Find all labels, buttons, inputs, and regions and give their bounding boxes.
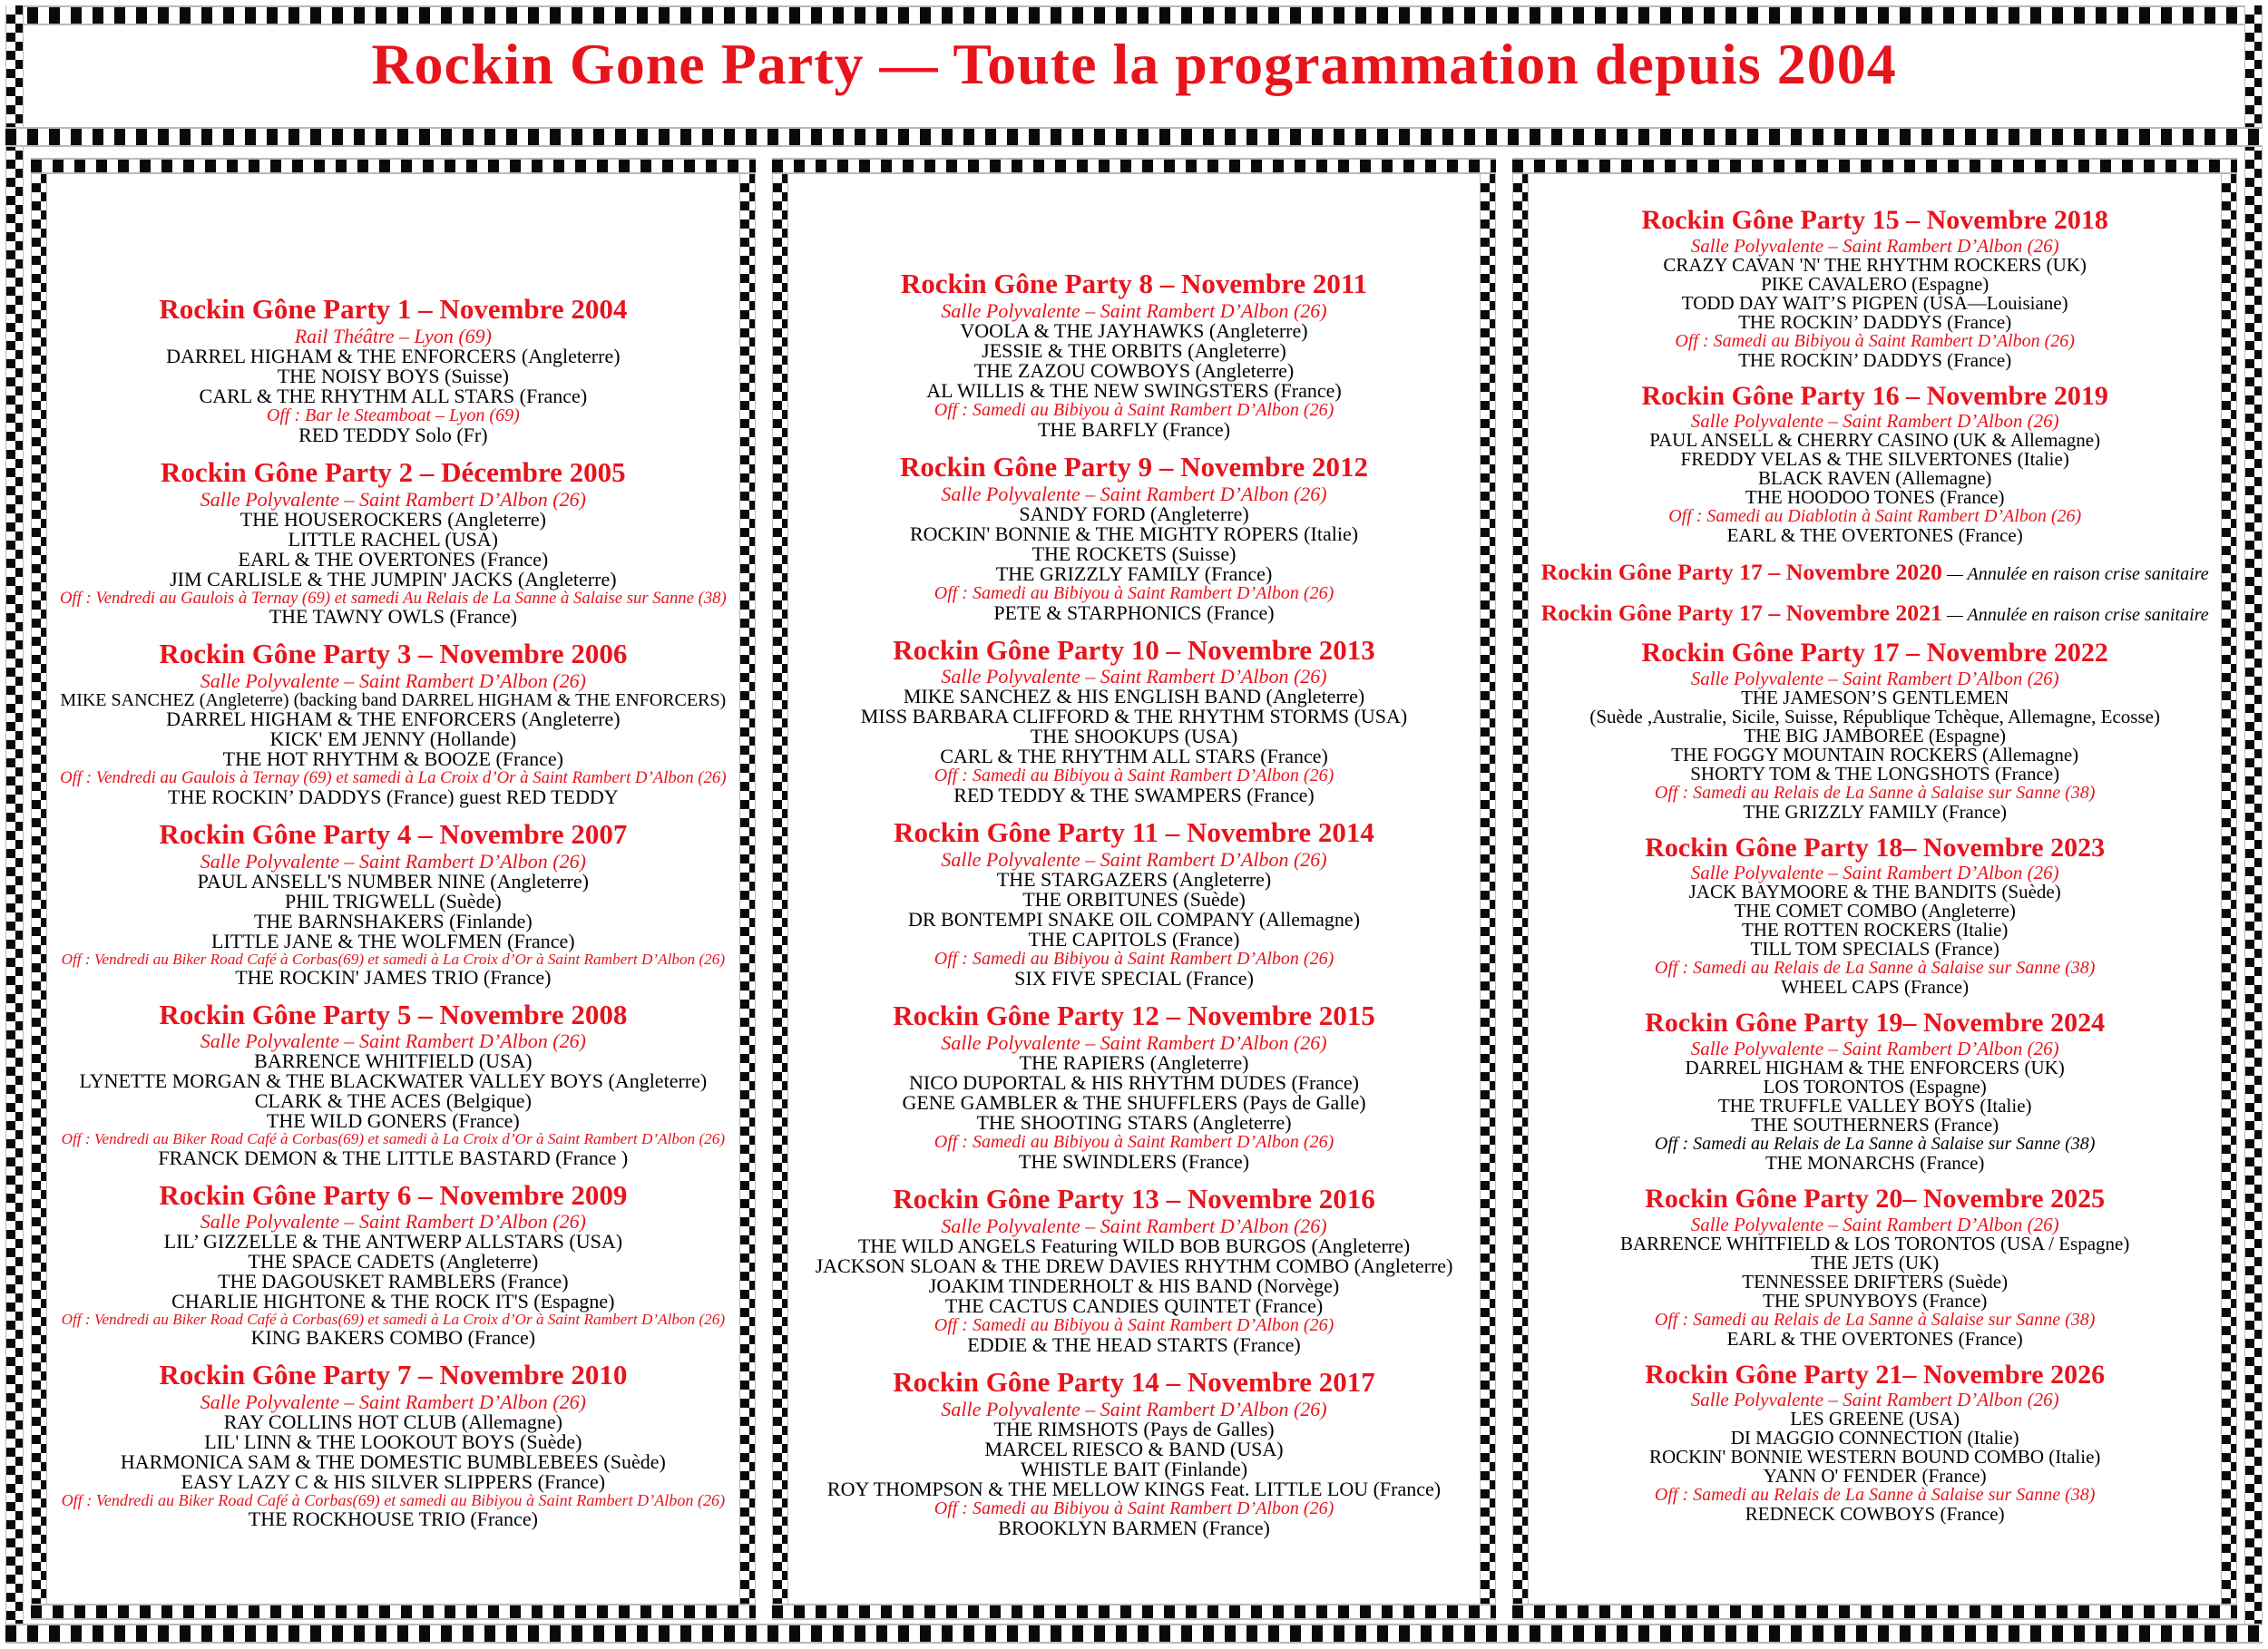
- band-line: THE ROCKIN’ DADDYS (France): [1738, 348, 2012, 371]
- band-line: EARL & THE OVERTONES (France): [1726, 524, 2023, 547]
- band-line: BROOKLYN BARMEN (France): [998, 1516, 1270, 1539]
- band-line: DARREL HIGHAM & THE ENFORCERS (Angleterre): [166, 707, 621, 731]
- band-line: RED TEDDY Solo (Fr): [298, 423, 488, 446]
- event-venue: Salle Polyvalente – Saint Rambert D’Albon (26): [1690, 234, 2059, 257]
- column-1: [31, 158, 756, 1620]
- band-line: MIKE SANCHEZ (Angleterre) (backing band DARREL HIGHAM & THE ENFORCERS): [60, 690, 727, 711]
- event-block: [54, 1000, 732, 1168]
- event-title: Rockin Gône Party 6 – Novembre 2009: [159, 1178, 628, 1211]
- band-line: THE BARFLY (France): [1037, 417, 1231, 441]
- band-line: THE RAPIERS (Angleterre): [1019, 1051, 1249, 1075]
- event-block: [54, 457, 732, 627]
- band-line: THE RIMSHOTS (Pays de Galles): [993, 1417, 1275, 1440]
- band-line: JESSIE & THE ORBITS (Angleterre): [982, 338, 1286, 362]
- off-line: Off : Vendredi au Gaulois à Ternay (69) et samedi à La Croix d’Or à Saint Rambert D’Albon (26): [60, 768, 727, 788]
- band-line: CARL & THE RHYTHM ALL STARS (France): [199, 384, 588, 407]
- event-lineup: [796, 1053, 1473, 1172]
- band-line: TILL TOM SPECIALS (France): [1750, 938, 1999, 961]
- event-venue: Salle Polyvalente – Saint Rambert D’Albon (26): [941, 848, 1327, 872]
- band-line: THE NOISY BOYS (Suisse): [277, 364, 509, 387]
- band-line: EDDIE & THE HEAD STARTS (France): [967, 1332, 1301, 1356]
- event-title: Rockin Gône Party 19– Novembre 2024: [1645, 1008, 2106, 1039]
- band-line: THE ROCKIN’ DADDYS (France): [1738, 310, 2012, 333]
- event-lineup: [54, 691, 732, 807]
- event-block: [796, 1000, 1473, 1172]
- band-line: THE WILD ANGELS Featuring WILD BOB BURGOS (Angleterre): [857, 1234, 1411, 1257]
- event-block: [796, 635, 1473, 806]
- off-line: Off : Samedi au Relais de La Sanne à Salaise sur Sanne (38): [1654, 1133, 2096, 1154]
- band-line: RED TEDDY & THE SWAMPERS (France): [953, 784, 1315, 807]
- band-line: FRANCK DEMON & THE LITTLE BASTARD (France ): [158, 1146, 629, 1169]
- event-venue: Salle Polyvalente – Saint Rambert D’Albon (26): [1690, 1389, 2059, 1411]
- event-title: Rockin Gône Party 18– Novembre 2023: [1645, 832, 2106, 863]
- band-line: LIL’ GIZZELLE & THE ANTWERP ALLSTARS (USA): [163, 1230, 623, 1254]
- event-title: Rockin Gône Party 17 – Novembre 2022: [1641, 638, 2108, 668]
- column-border-top: [772, 158, 1497, 174]
- event-venue: Salle Polyvalente – Saint Rambert D’Albon (26): [941, 298, 1327, 322]
- column-border-bottom: [31, 1604, 756, 1620]
- band-line: EARL & THE OVERTONES (France): [238, 547, 549, 571]
- off-line: Off : Samedi au Relais de La Sanne à Salaise sur Sanne (38): [1654, 1309, 2096, 1330]
- band-line: THE FOGGY MOUNTAIN ROCKERS (Allemagne): [1671, 743, 2079, 766]
- event-lineup: [796, 504, 1473, 623]
- off-line: Off : Samedi au Bibiyou à Saint Rambert D’Albon (26): [1675, 330, 2075, 351]
- band-line: LYNETTE MORGAN & THE BLACKWATER VALLEY BOYS (Angleterre): [79, 1069, 708, 1093]
- checker-border-top: [5, 5, 2263, 25]
- band-line: THE ORBITUNES (Suède): [1022, 888, 1246, 912]
- page-title: Rockin Gone Party — Toute la programmation depuis 2004: [371, 32, 1897, 96]
- columns-wrapper: [31, 158, 2237, 1620]
- event-lineup: [1536, 1410, 2214, 1524]
- event-block: [796, 1367, 1473, 1538]
- band-line: PETE & STARPHONICS (France): [993, 600, 1275, 624]
- off-line: Off : Vendredi au Biker Road Café à Corbas(69) et samedi à La Croix d’Or à Saint Rambert D’Albon (26): [61, 1311, 726, 1329]
- event-venue: Salle Polyvalente – Saint Rambert D’Albon (26): [1690, 1213, 2059, 1235]
- event-lineup: [1536, 253, 2214, 371]
- band-line: THE TAWNY OWLS (France): [269, 605, 517, 629]
- band-line: THE JAMESON’S GENTLEMEN: [1741, 686, 2009, 708]
- event-title: Rockin Gône Party 17 – Novembre 2020 — Annulée en raison crise sanitaire: [1540, 559, 2209, 586]
- event-block: [54, 819, 732, 988]
- off-line: Off : Samedi au Relais de La Sanne à Salaise sur Sanne (38): [1654, 958, 2096, 979]
- event-venue: Salle Polyvalente – Saint Rambert D’Albon (26): [200, 849, 586, 873]
- band-line: THE SHOOTING STARS (Angleterre): [976, 1111, 1292, 1135]
- band-line: CLARK & THE ACES (Belgique): [254, 1089, 532, 1113]
- band-line: NICO DUPORTAL & HIS RHYTHM DUDES (France): [909, 1071, 1359, 1095]
- band-line: YANN O' FENDER (France): [1763, 1465, 1987, 1488]
- band-line: THE CACTUS CANDIES QUINTET (France): [944, 1293, 1324, 1317]
- event-title: Rockin Gône Party 12 – Novembre 2015: [893, 1000, 1375, 1032]
- band-line: JOAKIM TINDERHOLT & HIS BAND (Norvège): [928, 1273, 1340, 1297]
- event-venue: Salle Polyvalente – Saint Rambert D’Albon (26): [200, 1210, 586, 1234]
- column-border-left: [772, 174, 788, 1604]
- band-line: THE WILD GONERS (France): [266, 1109, 520, 1133]
- band-line: THE ROCKIN’ DADDYS (France) guest RED TEDDY: [168, 785, 619, 808]
- checker-border-left: [5, 5, 24, 1644]
- event-title: Rockin Gône Party 13 – Novembre 2016: [893, 1183, 1375, 1215]
- event-title: Rockin Gône Party 4 – Novembre 2007: [159, 817, 628, 850]
- event-venue: Salle Polyvalente – Saint Rambert D’Albon (26): [200, 1390, 586, 1414]
- off-line: Off : Samedi au Bibiyou à Saint Rambert D’Albon (26): [934, 766, 1334, 786]
- event-venue: Salle Polyvalente – Saint Rambert D’Albon (26): [1690, 862, 2059, 884]
- band-line: THE DAGOUSKET RAMBLERS (France): [218, 1270, 569, 1293]
- band-line: DR BONTEMPI SNAKE OIL COMPANY (Allemagne): [907, 908, 1361, 932]
- band-line: LITTLE RACHEL (USA): [288, 527, 499, 551]
- band-line: HARMONICA SAM & THE DOMESTIC BUMBLEBEES (Suède): [120, 1450, 666, 1474]
- off-line: Off : Samedi au Bibiyou à Saint Rambert D’Albon (26): [934, 1498, 1334, 1518]
- column-3-events: [1529, 174, 2221, 1604]
- band-line: TODD DAY WAIT’S PIGPEN (USA—Louisiane): [1681, 291, 2068, 314]
- event-lineup: [54, 346, 732, 445]
- event-block: [1536, 1008, 2214, 1173]
- band-line: THE SPACE CADETS (Angleterre): [248, 1250, 539, 1273]
- band-line: THE ROTTEN ROCKERS (Italie): [1741, 919, 2009, 942]
- column-border-right: [2221, 174, 2237, 1604]
- event-block: [796, 268, 1473, 440]
- event-block: [54, 294, 732, 445]
- column-border-top: [1512, 158, 2237, 174]
- band-line: CRAZY CAVAN 'N' THE RHYTHM ROCKERS (UK): [1663, 253, 2087, 276]
- event-title: Rockin Gône Party 7 – Novembre 2010: [159, 1359, 628, 1391]
- band-line: THE COMET COMBO (Angleterre): [1734, 900, 2016, 922]
- event-venue: Salle Polyvalente – Saint Rambert D’Albon (26): [1690, 667, 2059, 689]
- checker-border-right: [2244, 5, 2263, 1644]
- event-venue: Salle Polyvalente – Saint Rambert D’Albon (26): [200, 668, 586, 692]
- band-line: THE HOODOO TONES (France): [1745, 486, 2005, 509]
- event-lineup: [796, 687, 1473, 805]
- off-line: Off : Samedi au Relais de La Sanne à Salaise sur Sanne (38): [1654, 782, 2096, 803]
- band-line: DI MAGGIO CONNECTION (Italie): [1730, 1427, 2019, 1449]
- band-line: EASY LAZY C & HIS SILVER SLIPPERS (France): [181, 1470, 606, 1494]
- event-lineup: [1536, 431, 2214, 545]
- event-lineup: [796, 318, 1473, 441]
- column-border-bottom: [1512, 1604, 2237, 1620]
- band-line: SIX FIVE SPECIAL (France): [1014, 967, 1254, 990]
- column-2-events: [788, 174, 1481, 1604]
- column-2: [772, 158, 1497, 1620]
- band-line: MIKE SANCHEZ & HIS ENGLISH BAND (Angleterre): [903, 685, 1365, 708]
- event-lineup: [54, 1051, 732, 1167]
- event-title: Rockin Gône Party 11 – Novembre 2014: [894, 816, 1374, 849]
- band-line: THE BIG JAMBOREE (Espagne): [1744, 724, 2007, 746]
- off-line: Off : Samedi au Diablotin à Saint Rambert D’Albon (26): [1668, 506, 2082, 527]
- off-line: Off : Samedi au Relais de La Sanne à Salaise sur Sanne (38): [1654, 1485, 2096, 1506]
- event-venue: Salle Polyvalente – Saint Rambert D’Albon (26): [200, 1029, 586, 1053]
- band-line: JACK BAYMOORE & THE BANDITS (Suède): [1688, 881, 2061, 903]
- band-line: PAUL ANSELL & CHERRY CASINO (UK & Allemagne): [1649, 429, 2101, 452]
- event-venue: Salle Polyvalente – Saint Rambert D’Albon (26): [941, 1214, 1327, 1237]
- event-block: [1536, 1360, 2214, 1525]
- band-line: THE SPUNYBOYS (France): [1763, 1289, 1988, 1312]
- event-block: [1536, 638, 2214, 822]
- event-lineup: [54, 1412, 732, 1529]
- band-line: ROCKIN' BONNIE WESTERN BOUND COMBO (Italie): [1648, 1446, 2101, 1468]
- event-title: Rockin Gône Party 16 – Novembre 2019: [1641, 380, 2108, 411]
- band-line: BLACK RAVEN (Allemagne): [1757, 467, 1992, 490]
- band-line: PIKE CAVALERO (Espagne): [1761, 272, 1989, 295]
- event-title: Rockin Gône Party 2 – Décembre 2005: [161, 455, 626, 488]
- column-border-top: [31, 158, 756, 174]
- event-venue: Salle Polyvalente – Saint Rambert D’Albon (26): [941, 1030, 1327, 1054]
- event-lineup: [54, 869, 732, 989]
- event-title: Rockin Gône Party 3 – Novembre 2006: [159, 638, 628, 670]
- off-line: Off : Bar le Steamboat – Lyon (69): [266, 405, 520, 425]
- band-line: MARCEL RIESCO & BAND (USA): [984, 1437, 1284, 1460]
- event-title: Rockin Gône Party 15 – Novembre 2018: [1641, 205, 2108, 235]
- event-block: [54, 1360, 732, 1529]
- event-block: [1536, 560, 2214, 586]
- column-border-right: [1480, 174, 1496, 1604]
- band-line: THE STARGAZERS (Angleterre): [996, 868, 1272, 892]
- band-line: LES GREENE (USA): [1790, 1408, 1960, 1430]
- band-line: BARRENCE WHITFIELD (USA): [254, 1049, 533, 1073]
- band-line: DARREL HIGHAM & THE ENFORCERS (UK): [1685, 1056, 2065, 1078]
- band-line: THE MONARCHS (France): [1765, 1151, 1985, 1174]
- event-block: [1536, 833, 2214, 998]
- band-line: THE HOT RHYTHM & BOOZE (France): [222, 747, 564, 771]
- band-line: THE GRIZZLY FAMILY (France): [1743, 800, 2008, 823]
- band-line: VOOLA & THE JAYHAWKS (Angleterre): [960, 318, 1308, 342]
- off-line: Off : Vendredi au Gaulois à Ternay (69) et samedi Au Relais de La Sanne à Salaise sur Sanne (38): [59, 588, 727, 608]
- band-line: EARL & THE OVERTONES (France): [1726, 1327, 2023, 1350]
- band-line: DARREL HIGHAM & THE ENFORCERS (Angleterre): [166, 344, 621, 367]
- checker-border-bottom: [5, 1624, 2263, 1644]
- off-line: Off : Vendredi au Biker Road Café à Corbas(69) et samedi à La Croix d’Or à Saint Rambert D’Albon (26): [61, 1130, 726, 1148]
- band-line: THE ROCKETS (Suisse): [1031, 542, 1237, 565]
- off-line: Off : Samedi au Bibiyou à Saint Rambert D’Albon (26): [934, 399, 1334, 420]
- column-border-bottom: [772, 1604, 1497, 1620]
- band-line: THE GRIZZLY FAMILY (France): [995, 561, 1273, 585]
- band-line: WHISTLE BAIT (Finlande): [1020, 1457, 1248, 1480]
- event-venue: Salle Polyvalente – Saint Rambert D’Albon (26): [1690, 1037, 2059, 1059]
- band-line: CARL & THE RHYTHM ALL STARS (France): [940, 745, 1328, 768]
- band-line: THE JETS (UK): [1811, 1251, 1940, 1273]
- event-lineup: [796, 1236, 1473, 1355]
- band-line: REDNECK COWBOYS (France): [1745, 1503, 2005, 1526]
- band-line: JIM CARLISLE & THE JUMPIN' JACKS (Angleterre): [170, 567, 617, 590]
- off-line: Off : Vendredi au Biker Road Café à Corbas(69) et samedi au Bibiyou à Saint Rambert D’Albon (26): [61, 1491, 726, 1510]
- band-line: MISS BARBARA CLIFFORD & THE RHYTHM STORMS (USA): [860, 705, 1408, 728]
- band-line: FREDDY VELAS & THE SILVERTONES (Italie): [1680, 448, 2069, 471]
- band-line: JACKSON SLOAN & THE DREW DAVIES RHYTHM COMBO (Angleterre): [815, 1254, 1453, 1277]
- column-border-left: [1512, 174, 1529, 1604]
- off-line: Off : Vendredi au Biker Road Café à Corbas(69) et samedi à La Croix d’Or à Saint Rambert D’Albon (26): [61, 950, 726, 968]
- band-line: ROCKIN' BONNIE & THE MIGHTY ROPERS (Italie): [909, 522, 1359, 545]
- event-title: Rockin Gône Party 10 – Novembre 2013: [893, 633, 1375, 666]
- column-border-left: [31, 174, 47, 1604]
- column-1-events: [47, 174, 739, 1604]
- band-line: WHEEL CAPS (France): [1781, 976, 1970, 999]
- column-3: [1512, 158, 2237, 1620]
- event-lineup: [1536, 1056, 2214, 1174]
- cancelled-note: — Annulée en raison crise sanitaire: [1941, 564, 2209, 585]
- band-line: THE ROCKHOUSE TRIO (France): [248, 1508, 538, 1531]
- band-line: GENE GAMBLER & THE SHUFFLERS (Pays de Galle): [902, 1091, 1366, 1115]
- band-line: KING BAKERS COMBO (France): [250, 1326, 536, 1350]
- band-line: THE HOUSEROCKERS (Angleterre): [240, 507, 546, 531]
- event-lineup: [1536, 688, 2214, 822]
- event-title: Rockin Gône Party 8 – Novembre 2011: [900, 268, 1368, 299]
- event-lineup: [1536, 1234, 2214, 1349]
- event-lineup: [1536, 883, 2214, 997]
- event-venue: Salle Polyvalente – Saint Rambert D’Albon (26): [1690, 410, 2059, 433]
- off-line: Off : Samedi au Bibiyou à Saint Rambert D’Albon (26): [934, 1314, 1334, 1335]
- band-line: LIL' LINN & THE LOOKOUT BOYS (Suède): [204, 1430, 582, 1454]
- off-line: Off : Samedi au Bibiyou à Saint Rambert D’Albon (26): [934, 949, 1334, 970]
- band-line: BARRENCE WHITFIELD & LOS TORONTOS (USA / Espagne): [1619, 1232, 2130, 1254]
- event-title: Rockin Gône Party 20– Novembre 2025: [1645, 1183, 2106, 1214]
- event-venue: Salle Polyvalente – Saint Rambert D’Albon (26): [941, 665, 1327, 688]
- event-venue: Rail Théâtre – Lyon (69): [294, 324, 492, 347]
- band-line: THE SWINDLERS (France): [1018, 1150, 1250, 1174]
- event-venue: Salle Polyvalente – Saint Rambert D’Albon (26): [200, 487, 586, 511]
- band-line: TENNESSEE DRIFTERS (Suède): [1742, 1270, 2009, 1293]
- band-line: ROY THOMPSON & THE MELLOW KINGS Feat. LITTLE LOU (France): [826, 1477, 1442, 1500]
- title-divider-strip: [5, 127, 2263, 147]
- event-block: [1536, 381, 2214, 546]
- event-block: [54, 1180, 732, 1349]
- event-lineup: [796, 1417, 1473, 1539]
- event-title: Rockin Gône Party 21– Novembre 2026: [1645, 1359, 2106, 1390]
- event-title: Rockin Gône Party 9 – Novembre 2012: [899, 450, 1369, 483]
- band-line: LITTLE JANE & THE WOLFMEN (France): [211, 929, 575, 952]
- event-venue: Salle Polyvalente – Saint Rambert D’Albon (26): [941, 1397, 1327, 1420]
- band-line: THE ROCKIN' JAMES TRIO (France): [235, 965, 552, 989]
- event-block: [1536, 600, 2214, 627]
- event-lineup: [54, 1232, 732, 1348]
- off-line: Off : Samedi au Bibiyou à Saint Rambert D’Albon (26): [934, 1132, 1334, 1153]
- band-line: THE SHOOKUPS (USA): [1030, 725, 1238, 748]
- band-line: PHIL TRIGWELL (Suède): [284, 889, 502, 912]
- cancelled-note: — Annulée en raison crise sanitaire: [1941, 605, 2209, 626]
- column-border-right: [739, 174, 756, 1604]
- band-line: THE BARNSHAKERS (Finlande): [253, 909, 533, 932]
- band-line: SANDY FORD (Angleterre): [1019, 502, 1249, 525]
- event-title: Rockin Gône Party 5 – Novembre 2008: [159, 998, 628, 1030]
- band-line: THE CAPITOLS (France): [1028, 928, 1240, 951]
- band-line: PAUL ANSELL'S NUMBER NINE (Angleterre): [197, 869, 589, 893]
- event-block: [796, 452, 1473, 623]
- event-block: [54, 639, 732, 807]
- event-title: Rockin Gône Party 14 – Novembre 2017: [893, 1365, 1375, 1398]
- event-block: [796, 1184, 1473, 1355]
- band-line: AL WILLIS & THE NEW SWINGSTERS (France): [926, 378, 1342, 402]
- off-line: Off : Samedi au Bibiyou à Saint Rambert D’Albon (26): [934, 582, 1334, 603]
- event-lineup: [54, 507, 732, 629]
- band-line: (Suède ,Australie, Sicile, Suisse, République Tchèque, Allemagne, Ecosse): [1589, 705, 2160, 727]
- event-block: [1536, 1184, 2214, 1349]
- band-line: CHARLIE HIGHTONE & THE ROCK IT'S (Espagne): [171, 1290, 615, 1313]
- band-line: THE ZAZOU COWBOYS (Angleterre): [973, 358, 1295, 382]
- band-line: SHORTY TOM & THE LONGSHOTS (France): [1690, 762, 2060, 785]
- band-line: KICK' EM JENNY (Hollande): [269, 727, 517, 751]
- event-block: [1536, 205, 2214, 370]
- event-venue: Salle Polyvalente – Saint Rambert D’Albon (26): [941, 482, 1327, 505]
- event-lineup: [796, 870, 1473, 989]
- event-title: Rockin Gône Party 1 – Novembre 2004: [159, 293, 628, 325]
- band-line: THE SOUTHERNERS (France): [1751, 1113, 1999, 1136]
- band-line: LOS TORONTOS (Espagne): [1763, 1075, 1987, 1098]
- band-line: RAY COLLINS HOT CLUB (Allemagne): [223, 1410, 562, 1434]
- event-block: [796, 817, 1473, 989]
- event-title: Rockin Gône Party 17 – Novembre 2021 — Annulée en raison crise sanitaire: [1540, 600, 2209, 627]
- band-line: THE TRUFFLE VALLEY BOYS (Italie): [1717, 1094, 2032, 1117]
